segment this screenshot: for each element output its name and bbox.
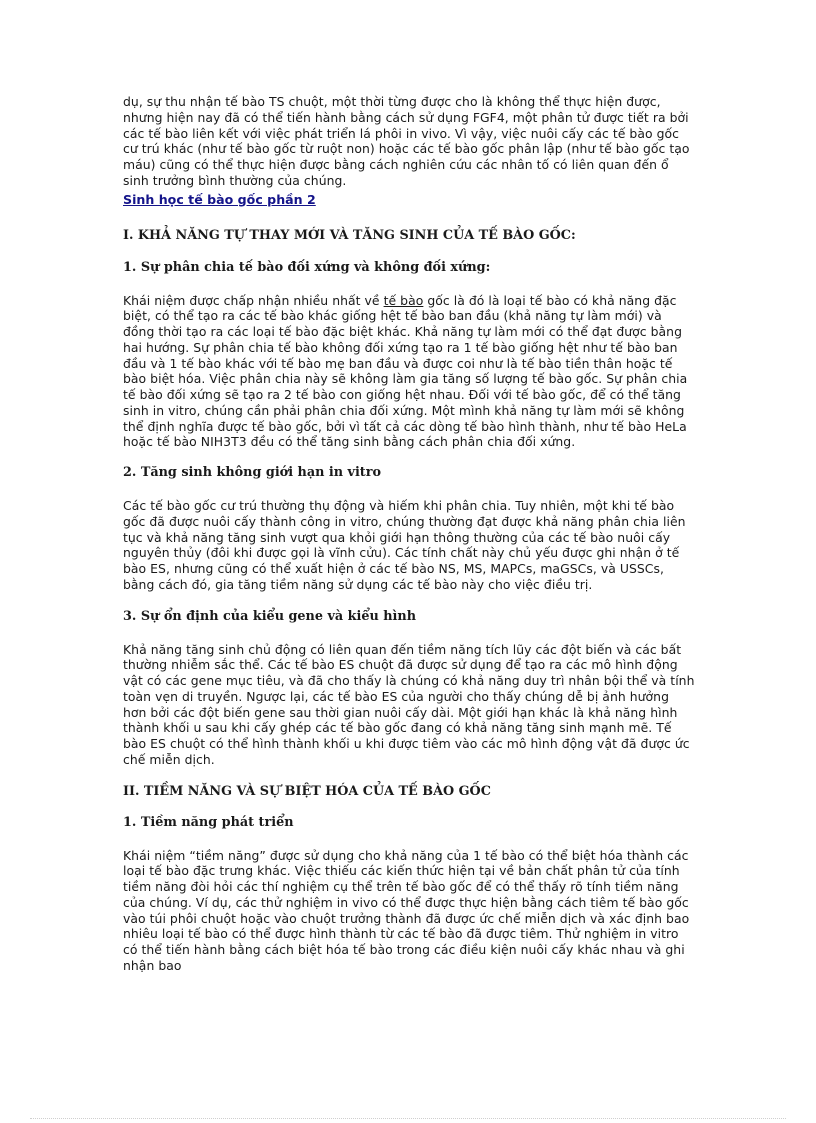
subsection-2-heading: 2. Tăng sinh không giới hạn in vitro [123,465,381,480]
subsection-1-heading: 1. Sự phân chia tế bào đối xứng và không đối xứng: [123,259,491,275]
subsection-3-heading: 3. Sự ổn định của kiểu gene và kiểu hình [123,608,417,624]
section-1-heading: I. KHẢ NĂNG TỰ THAY MỚI VÀ TĂNG SINH CỦA TẾ BÀO GỐC: [123,227,576,243]
subsection-4-heading: 1. Tiềm năng phát triển [123,814,294,830]
subsection-3-paragraph: Khả năng tăng sinh chủ động có liên quan đến tiềm năng tích lũy các đột biến và các bất thường nhiễm sắc thể. Các tế bào ES chuột đã được sử dụng để tạo ra các mô hình động vật có các gene mục tiêu, và đã cho thấy là chúng có khả năng duy trì nhân bội thể và tính toàn vẹn di truyền. Ngược lại, các tế bào ES của người cho thấy chúng dễ bị ảnh hưởng hơn bởi các đột biến gene sau thời gian nuôi cấy dài. Một giới hạn khác là khả năng hình thành khối u sau khi cấy ghép các tế bào gốc đang có khả năng tăng sinh mạnh mẽ. Tế bào ES chuột có thể hình thành khối u khi được tiêm vào các mô hình động vật đã được ức chế miễn dịch. [123,641,695,767]
paragraph-text: Khái niệm được chấp nhận nhiều nhất về [123,292,384,308]
subsection-2-paragraph: Các tế bào gốc cư trú thường thụ động và hiếm khi phân chia. Tuy nhiên, một khi tế bào gốc đã được nuôi cấy thành công in vitro, chúng thường đạt được khả năng phân chia liên tục và khả năng tăng sinh vượt qua khỏi giới hạn thông thường của các tế bào nuôi cấy nguyên thủy (đôi khi được gọi là vĩnh cửu). Các tính chất này chủ yếu được ghi nhận ở tế bào ES, nhưng cũng có thể xuất hiện ở các tế bào NS, MS, MAPCs, maGSCs, và USSCs, bằng cách đó, gia tăng tiềm năng sử dụng các tế bào này cho việc điều trị. [123,498,686,592]
paragraph-text: gốc là đó là loại tế bào có khả năng đặc biệt, có thể tạo ra các tế bào khác giống hệt tế bào ban đầu (khả năng tự làm mới) và đồng thời tạo ra các loại tế bào đặc biệt khác. Khả năng tự làm mới có thể đạt được bằng hai hướng. Sự phân chia tế bào không đối xứng tạo ra 1 tế bào giống hệt như tế bào ban đầu và 1 tế bào khác với tế bào mẹ ban đầu và được coi như là tế bào tiền thân hoặc tế bào biệt hóa. Việc phân chia này sẽ không làm gia tăng số lượng tế bào gốc. Sự phân chia tế bào đối xứng sẽ tạo ra 2 tế bào con giống hệt nhau. Đối với tế bào gốc, để có thể tăng sinh in vitro, chúng cần phải phân chia đối xứng. Một mình khả năng tự làm mới sẽ không thể định nghĩa được tế bào gốc, bởi vì tất cả các dòng tế bào hình thành, như tế bào HeLa hoặc tế bào NIH3T3 đều có thể tăng sinh bằng cách phân chia đối xứng. [123,292,688,450]
part-2-link[interactable]: Sinh học tế bào gốc phần 2 [123,191,316,207]
page-bottom-divider [30,1118,786,1119]
subsection-4-paragraph: Khái niệm “tiềm năng” được sử dụng cho khả năng của 1 tế bào có thể biệt hóa thành các loại tế bào đặc trưng khác. Việc thiếu các kiến thức hiện tại về bản chất phân tử của tính tiềm năng đòi hỏi các thí nghiệm cụ thể trên tế bào gốc để có thể thấy rõ tính tiềm năng của chúng. Ví dụ, các thử nghiệm in vivo có thể được thực hiện bằng cách tiêm tế bào gốc vào túi phôi chuột hoặc vào chuột trưởng thành đã được ức chế miễn dịch và xác định bao nhiêu loại tế bào có thể được hình thành từ các tế bào đã được tiêm. Thử nghiệm in vitro có thể tiến hành bằng cách biệt hóa tế bào trong các điều kiện nuôi cấy khác nhau và ghi nhận bao [123,847,690,973]
intro-paragraph: dụ, sự thu nhận tế bào TS chuột, một thời từng được cho là không thể thực hiện được, nhưng hiện nay đã có thể tiến hành bằng cách sử dụng FGF4, một phân tử được tiết ra bởi các tế bào liên kết với việc phát triển lá phôi in vivo. Vì vậy, việc nuôi cấy các tế bào gốc cư trú khác (như tế bào gốc từ ruột non) hoặc các tế bào gốc phân lập (như tế bào gốc tạo máu) cũng có thể thực hiện được bằng cách nghiên cứu các nhân tố có liên quan đến ổ sinh trưởng bình thường của chúng. [123,94,690,188]
page-content [123,94,695,974]
section-2-heading: II. TIỀM NĂNG VÀ SỰ BIỆT HÓA CỦA TẾ BÀO GỐC [123,783,491,799]
cell-link[interactable]: tế bào [383,292,424,308]
subsection-1-paragraph [123,293,695,451]
